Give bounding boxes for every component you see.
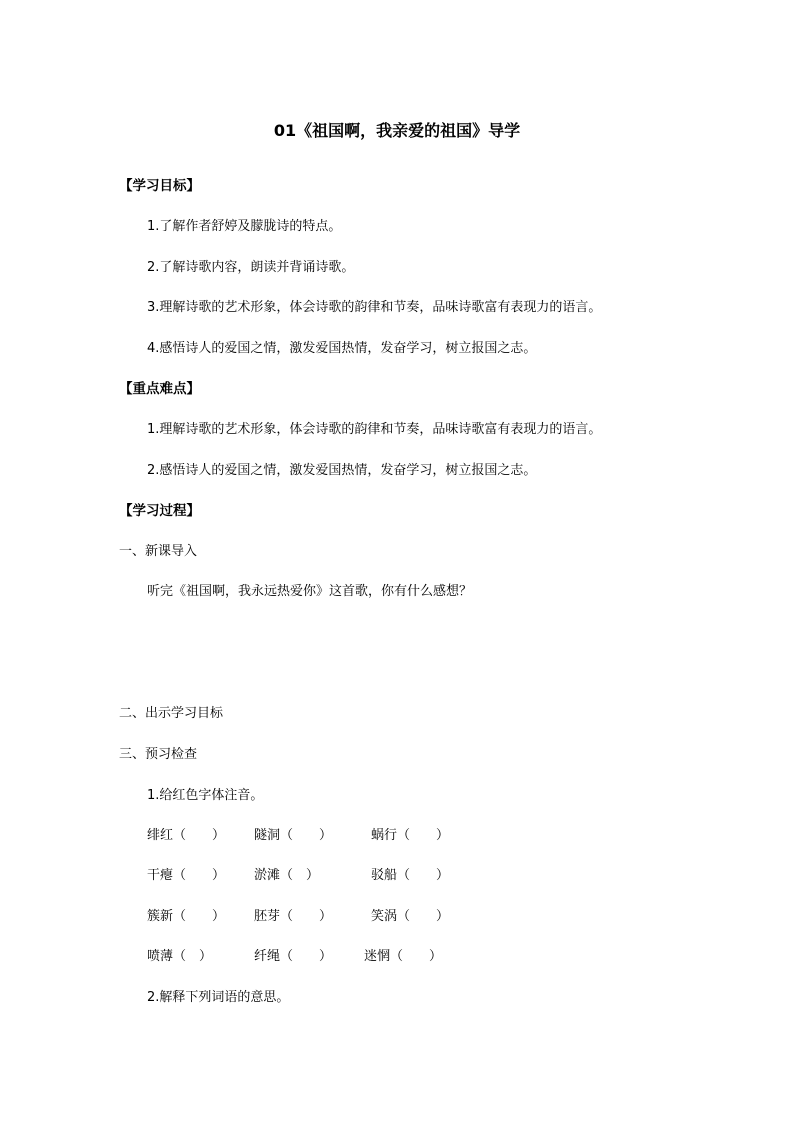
pinyin-word: 簇新（ ） (147, 909, 226, 924)
pinyin-word: 隧洞（ ） (254, 828, 333, 843)
part-heading-objectives: 二、出示学习目标 (119, 706, 224, 721)
pinyin-word: 蜗行（ ） (371, 828, 450, 843)
intro-question: 听完《祖国啊，我永远热爱你》这首歌，你有什么感想？ (147, 584, 473, 599)
goal-item: 1.了解作者舒婷及朦胧诗的特点。 (147, 219, 342, 234)
section-heading-process: 【学习过程】 (119, 503, 200, 519)
goal-item: 2.了解诗歌内容，朗读并背诵诗歌。 (147, 260, 355, 275)
goal-item: 4.感悟诗人的爱国之情，激发爱国热情，发奋学习，树立报国之志。 (147, 341, 537, 356)
pinyin-word: 绯红（ ） (147, 828, 226, 843)
key-point-item: 2.感悟诗人的爱国之情，激发爱国热情，发奋学习，树立报国之志。 (147, 463, 537, 478)
pinyin-word: 纤绳（ ） (254, 949, 333, 964)
section-heading-key-points: 【重点难点】 (119, 381, 200, 397)
part-heading-preview-check: 三、预习检查 (119, 747, 198, 762)
pinyin-word: 迷惘（ ） (364, 949, 443, 964)
section-heading-goals: 【学习目标】 (119, 178, 200, 194)
key-point-item: 1.理解诗歌的艺术形象，体会诗歌的韵律和节奏，品味诗歌富有表现力的语言。 (147, 422, 602, 437)
pinyin-word: 淤滩（ ） (254, 868, 320, 883)
pinyin-word: 笑涡（ ） (371, 909, 450, 924)
part-heading-intro: 一、新课导入 (119, 544, 198, 559)
goal-item: 3.理解诗歌的艺术形象，体会诗歌的韵律和节奏，品味诗歌富有表现力的语言。 (147, 300, 602, 315)
task-definitions-label: 2.解释下列词语的意思。 (147, 990, 290, 1005)
pinyin-word: 干瘪（ ） (147, 868, 226, 883)
pinyin-word: 胚芽（ ） (254, 909, 333, 924)
task-pinyin-label: 1.给红色字体注音。 (147, 788, 264, 803)
page-title: 01《祖国啊，我亲爱的祖国》导学 (273, 121, 521, 140)
pinyin-word: 喷薄（ ） (147, 949, 213, 964)
pinyin-word: 驳船（ ） (371, 868, 450, 883)
